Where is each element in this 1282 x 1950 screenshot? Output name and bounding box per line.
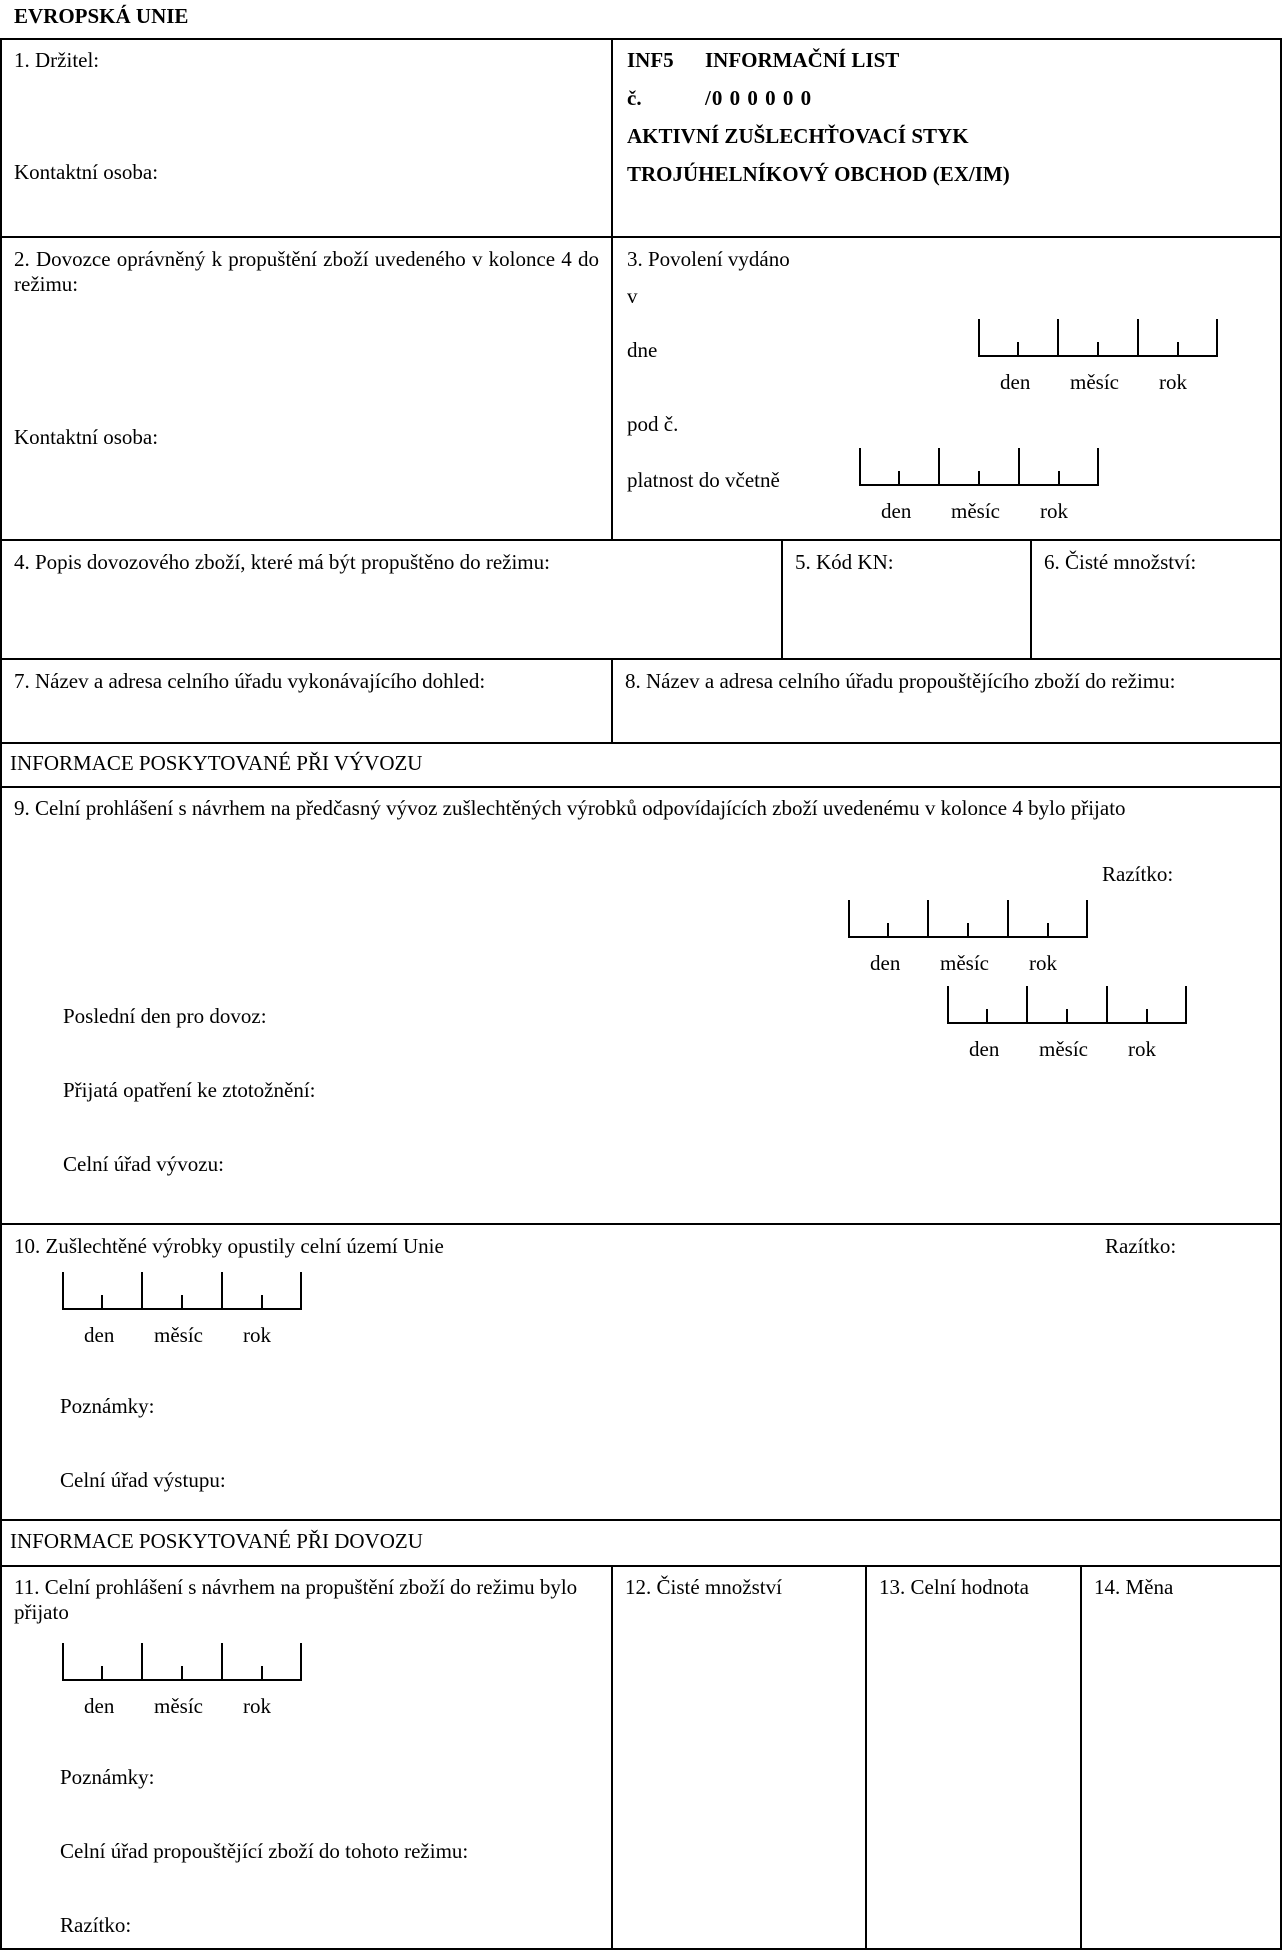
- box6-label: 6. Čisté množství:: [1044, 550, 1197, 574]
- box10-label: 10. Zušlechtěné výrobky opustily celní území Unie: [14, 1234, 444, 1258]
- divider: [0, 1223, 1282, 1225]
- date-day-label: den: [969, 1037, 1000, 1061]
- last-import-date-boxes[interactable]: [947, 985, 1187, 1061]
- date-day-label: den: [870, 951, 901, 975]
- box2-contact-label: Kontaktní osoba:: [14, 425, 159, 449]
- date-year-label: rok: [1159, 370, 1187, 394]
- box10-stamp-label: Razítko:: [1105, 1234, 1177, 1258]
- box14-label: 14. Měna: [1094, 1575, 1174, 1599]
- issue-date-boxes[interactable]: [978, 318, 1218, 394]
- divider: [0, 1519, 1282, 1521]
- acceptance-date-boxes[interactable]: [848, 899, 1088, 975]
- date-year-label: rok: [1029, 951, 1057, 975]
- date-month-label: měsíc: [951, 499, 1000, 523]
- divider: [1080, 1565, 1082, 1950]
- date-year-label: rok: [1128, 1037, 1156, 1061]
- date-month-label: měsíc: [940, 951, 989, 975]
- form-code: INF5: [627, 48, 674, 72]
- box3-in-label: v: [627, 284, 638, 308]
- box9-export-office-label: Celní úřad vývozu:: [63, 1152, 224, 1176]
- form-number: /0 0 0 0 0 0: [705, 86, 813, 110]
- box12-label: 12. Čisté množství: [625, 1575, 782, 1599]
- box3-label: 3. Povolení vydáno: [627, 247, 790, 271]
- box3-date-label: dne: [627, 338, 658, 362]
- divider: [611, 1565, 613, 1950]
- box1-label: 1. Držitel:: [14, 48, 100, 72]
- box13-label: 13. Celní hodnota: [879, 1575, 1029, 1599]
- form-line4: TROJÚHELNÍKOVÝ OBCHOD (EX/IM): [627, 162, 1010, 186]
- date-month-label: měsíc: [1070, 370, 1119, 394]
- union-header: EVROPSKÁ UNIE: [14, 4, 189, 28]
- date-year-label: rok: [243, 1694, 271, 1718]
- validity-date-boxes[interactable]: [859, 447, 1099, 523]
- date-day-label: den: [84, 1323, 115, 1347]
- date-day-label: den: [881, 499, 912, 523]
- date-month-label: měsíc: [154, 1694, 203, 1718]
- date-month-label: měsíc: [1039, 1037, 1088, 1061]
- box4-label: 4. Popis dovozového zboží, které má být propuštěno do režimu:: [14, 550, 550, 574]
- divider: [0, 658, 1282, 660]
- date-day-label: den: [1000, 370, 1031, 394]
- form-line3: AKTIVNÍ ZUŠLECHŤOVACÍ STYK: [627, 124, 969, 148]
- divider: [611, 658, 613, 743]
- box2-label: 2. Dovozce oprávněný k propuštění zboží uvedeného v kolonce 4 do režimu:: [14, 247, 599, 297]
- form-title: INFORMAČNÍ LIST: [705, 48, 900, 72]
- date-year-label: rok: [243, 1323, 271, 1347]
- date-year-label: rok: [1040, 499, 1068, 523]
- divider: [611, 38, 613, 238]
- box5-label: 5. Kód KN:: [795, 550, 894, 574]
- box3-valid-label: platnost do včetně: [627, 468, 780, 492]
- box1-contact-label: Kontaktní osoba:: [14, 160, 159, 184]
- box11-stamp-label: Razítko:: [60, 1913, 132, 1937]
- box9-identification-label: Přijatá opatření ke ztotožnění:: [63, 1078, 316, 1102]
- box10-exit-office-label: Celní úřad výstupu:: [60, 1468, 226, 1492]
- divider: [1030, 539, 1032, 659]
- box9-label: 9. Celní prohlášení s návrhem na předčasný vývoz zušlechtěných výrobků odpovídajících zboží uvedenému v kolonce 4 bylo přijato: [14, 796, 1126, 820]
- form-number-prefix: č.: [627, 86, 642, 110]
- divider: [0, 236, 1282, 238]
- date-day-label: den: [84, 1694, 115, 1718]
- box11-label: 11. Celní prohlášení s návrhem na propuštění zboží do režimu bylo přijato: [14, 1575, 578, 1625]
- section-export-heading: INFORMACE POSKYTOVANÉ PŘI VÝVOZU: [10, 751, 423, 775]
- date-month-label: měsíc: [154, 1323, 203, 1347]
- release-date-boxes[interactable]: [62, 1642, 302, 1718]
- divider: [0, 539, 1282, 541]
- box9-stamp-label: Razítko:: [1102, 862, 1174, 886]
- box10-remarks-label: Poznámky:: [60, 1394, 155, 1418]
- box9-last-day-label: Poslední den pro dovoz:: [63, 1004, 267, 1028]
- divider: [0, 742, 1282, 744]
- divider: [0, 1565, 1282, 1567]
- section-import-heading: INFORMACE POSKYTOVANÉ PŘI DOVOZU: [10, 1529, 423, 1553]
- divider: [781, 539, 783, 659]
- exit-date-boxes[interactable]: [62, 1271, 302, 1347]
- box3-number-label: pod č.: [627, 412, 679, 436]
- box8-label: 8. Název a adresa celního úřadu propouštějícího zboží do režimu:: [625, 669, 1176, 693]
- divider: [0, 786, 1282, 788]
- divider: [865, 1565, 867, 1950]
- box7-label: 7. Název a adresa celního úřadu vykonávajícího dohled:: [14, 669, 486, 693]
- box11-office-label: Celní úřad propouštějící zboží do tohoto režimu:: [60, 1839, 469, 1863]
- divider: [611, 236, 613, 540]
- box11-remarks-label: Poznámky:: [60, 1765, 155, 1789]
